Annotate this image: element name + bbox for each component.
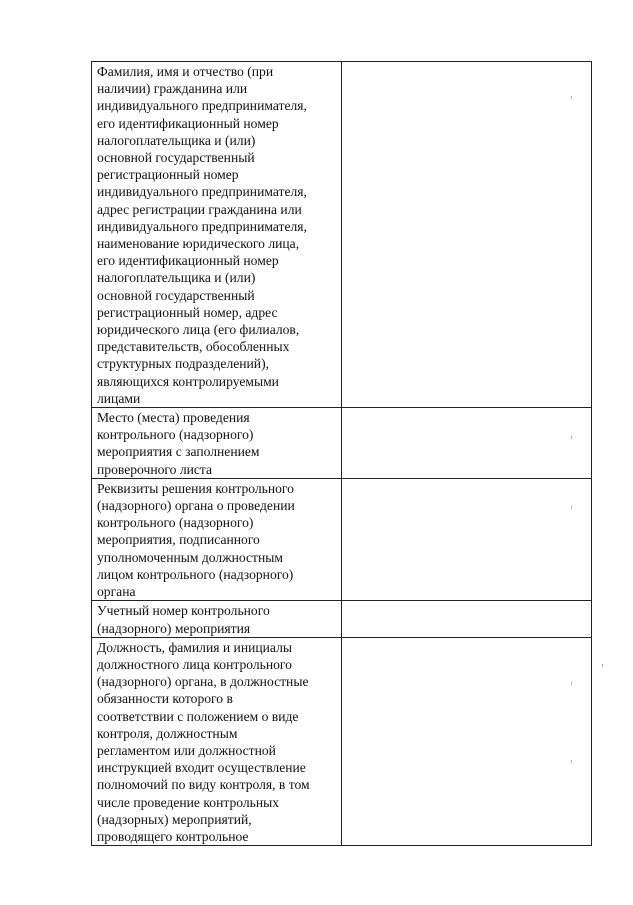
scan-speck: [571, 760, 572, 763]
row-label-official: Должность, фамилия и инициалы должностного лица контрольного (надзорного) органа, в должностные обязанности которого в соответствии с положением о виде контроля, должностным регламентом или должностной инструкцией входит осуществление полномочий по виду контроля, в том числе проведение контрольных (надзорных) мероприятий, проводящего контрольное: [92, 637, 342, 845]
row-value-decision-details: [342, 478, 592, 600]
row-label-registration-number: Учетный номер контрольного (надзорного) мероприятия: [92, 601, 342, 637]
scan-speck: [571, 506, 572, 509]
table-row: [92, 637, 592, 845]
row-value-controlled-person: [342, 62, 592, 408]
table-row: [92, 62, 592, 408]
table-row: [92, 478, 592, 600]
row-value-registration-number: [342, 601, 592, 637]
table-row: [92, 408, 592, 479]
scan-speck: [602, 664, 603, 667]
row-label-place: Место (места) проведения контрольного (надзорного) мероприятия с заполнением проверочного листа: [92, 408, 342, 479]
checklist-form-table: [91, 61, 592, 846]
table-row: [92, 601, 592, 637]
row-label-decision-details: Реквизиты решения контрольного (надзорного) органа о проведении контрольного (надзорного) мероприятия, подписанного уполномоченным должностным лицом контрольного (надзорного) органа: [92, 478, 342, 600]
row-value-official: [342, 637, 592, 845]
row-label-controlled-person: Фамилия, имя и отчество (при наличии) гражданина или индивидуального предпринимателя, его идентификационный номер налогоплательщика и (или) основной государственный регистрационный номер индивидуального предпринимателя, адрес регистрации гражданина или индивидуального предпринимателя, наименование юридического лица, его идентификационный номер налогоплательщика и (или) основной государственный регистрационный номер, адрес юридического лица (его филиалов, представительств, обособленных структурных подразделений), являющихся контролируемыми лицами: [92, 62, 342, 408]
scan-speck: [571, 682, 572, 685]
scan-speck: [571, 436, 572, 439]
row-value-place: [342, 408, 592, 479]
scan-speck: [571, 96, 572, 99]
